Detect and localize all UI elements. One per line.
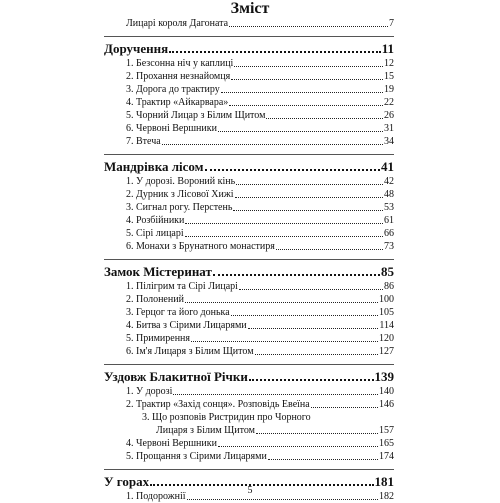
toc-entry[interactable]	[126, 332, 394, 345]
entry-page: 31	[384, 123, 394, 134]
toc-entry-intro[interactable]	[126, 17, 394, 30]
entry-label: 1. У дорозі	[126, 386, 173, 397]
section-page: 41	[381, 159, 394, 174]
leader-dots	[236, 184, 383, 185]
entry-page: 174	[379, 451, 394, 462]
entry-page: 105	[379, 307, 394, 318]
toc-entry[interactable]	[126, 96, 394, 109]
entry-page: 26	[384, 110, 394, 121]
entry-label: Лицарі короля Дагоната	[126, 18, 229, 29]
entry-page: 182	[379, 491, 394, 502]
entry-page: 165	[379, 438, 394, 449]
page-number: 5	[247, 485, 253, 496]
toc-entry[interactable]	[126, 319, 394, 332]
toc-entry[interactable]	[126, 306, 394, 319]
entry-label: 2. Дурник з Лісової Хижі	[126, 189, 234, 200]
entry-label: Лицаря з Білим Щитом	[156, 425, 255, 436]
leader-dots	[229, 26, 388, 27]
leader-dots	[173, 394, 378, 395]
section-page: 181	[374, 474, 394, 489]
entry-page: 120	[379, 333, 394, 344]
section-label: Доручення	[104, 41, 169, 56]
entry-page: 66	[384, 228, 394, 239]
toc-entry[interactable]	[126, 437, 394, 450]
entry-page: 146	[379, 399, 394, 410]
entry-label: 3. Герцог та його донька	[126, 307, 230, 318]
leader-dots	[231, 315, 378, 316]
leader-dots	[218, 131, 383, 132]
entry-label: 2. Трактир «Захід сонця». Розповідь Евеїна	[126, 399, 310, 410]
leader-dots	[191, 341, 378, 342]
toc-entry[interactable]	[126, 70, 394, 83]
entry-page: 42	[384, 176, 394, 187]
toc-entry[interactable]	[126, 175, 394, 188]
entry-label: 2. Полонений	[126, 294, 184, 305]
entry-label: 4. Розбійники	[126, 215, 185, 226]
leader-dots	[229, 105, 383, 106]
leader-dots	[266, 118, 383, 119]
leader-dots	[218, 446, 378, 447]
leader-dots	[235, 197, 383, 198]
toc-entry[interactable]	[126, 135, 394, 148]
entry-label: 3. Сигнал рогу. Перстень	[126, 202, 233, 213]
toc-section[interactable]	[104, 263, 394, 280]
leader-dots	[239, 289, 383, 290]
entry-label: 1. Пілігрим та Сірі Лицарі	[126, 281, 238, 292]
toc-section[interactable]	[104, 158, 394, 175]
toc-entry[interactable]	[126, 227, 394, 240]
page-title: Зміст	[230, 0, 270, 17]
entry-page: 15	[384, 71, 394, 82]
toc-entry[interactable]	[126, 240, 394, 253]
section-label: Уздовж Блакитної Річки	[104, 369, 248, 384]
entry-label: 5. Сірі лицарі	[126, 228, 184, 239]
leader-dots	[249, 379, 374, 381]
entry-page: 157	[379, 425, 394, 436]
toc-entry[interactable]	[126, 385, 394, 398]
entry-page: 7	[389, 18, 394, 29]
leader-dots	[169, 51, 381, 53]
entry-page: 86	[384, 281, 394, 292]
toc-entry[interactable]	[126, 188, 394, 201]
toc-entry[interactable]	[126, 450, 394, 463]
entry-page: 53	[384, 202, 394, 213]
entry-label: 1. У дорозі. Вороний кінь	[126, 176, 236, 187]
toc-entry[interactable]	[126, 293, 394, 306]
leader-dots	[256, 433, 378, 434]
toc-entry[interactable]	[126, 214, 394, 227]
section-divider	[104, 154, 394, 155]
entry-page: 61	[384, 215, 394, 226]
leader-dots	[248, 328, 379, 329]
entry-label: 1. Безсонна ніч у каплиці	[126, 58, 234, 69]
table-of-contents	[104, 17, 394, 503]
toc-entry[interactable]	[126, 109, 394, 122]
entry-page: 73	[384, 241, 394, 252]
leader-dots	[276, 249, 383, 250]
entry-label-line1: 3. Що розповів Ристридин про Чорного	[142, 412, 311, 423]
leader-dots	[221, 92, 383, 93]
leader-dots	[255, 354, 378, 355]
entry-label: 6. Червоні Вершники	[126, 123, 217, 134]
section-divider	[104, 364, 394, 365]
entry-label: 4. Трактир «Айкарвара»	[126, 97, 229, 108]
toc-entry[interactable]	[126, 345, 394, 358]
entry-label: 1. Подорожнії	[126, 491, 186, 502]
toc-entry[interactable]	[126, 57, 394, 70]
toc-section[interactable]	[104, 368, 394, 385]
entry-label: 5. Прощання з Сірими Лицарями	[126, 451, 267, 462]
section-label: Замок Містеринат	[104, 264, 212, 279]
entry-label: 6. Монахи з Брунатного монастиря	[126, 241, 275, 252]
entry-label: 6. Ім'я Лицаря з Білим Щитом	[126, 346, 254, 357]
entry-page: 22	[384, 97, 394, 108]
toc-entry-continuation	[156, 424, 394, 437]
toc-entry[interactable]	[126, 398, 394, 411]
entry-label: 5. Примирення	[126, 333, 190, 344]
section-divider	[104, 36, 394, 37]
toc-entry[interactable]	[126, 83, 394, 96]
entry-page: 34	[384, 136, 394, 147]
entry-label: 4. Червоні Вершники	[126, 438, 217, 449]
section-label: У горах	[104, 474, 150, 489]
toc-entry[interactable]	[126, 201, 394, 214]
section-label: Мандрівка лісом	[104, 159, 204, 174]
section-divider	[104, 259, 394, 260]
leader-dots	[311, 407, 378, 408]
entry-page: 114	[379, 320, 394, 331]
entry-label: 2. Прохання незнайомця	[126, 71, 231, 82]
entry-page: 100	[379, 294, 394, 305]
entry-label: 4. Битва з Сірими Лицарями	[126, 320, 247, 331]
leader-dots	[268, 459, 378, 460]
entry-page: 140	[379, 386, 394, 397]
leader-dots	[162, 144, 383, 145]
leader-dots	[231, 79, 383, 80]
toc-entry[interactable]	[126, 280, 394, 293]
section-page: 11	[381, 41, 394, 56]
section-divider	[104, 469, 394, 470]
leader-dots	[213, 274, 380, 276]
leader-dots	[234, 66, 383, 67]
entry-page: 127	[379, 346, 394, 357]
section-page: 139	[374, 369, 394, 384]
leader-dots	[233, 210, 383, 211]
section-page: 85	[381, 264, 394, 279]
entry-page: 48	[384, 189, 394, 200]
entry-page: 19	[384, 84, 394, 95]
toc-entry[interactable]	[126, 122, 394, 135]
leader-dots	[205, 169, 380, 171]
entry-label: 7. Втеча	[126, 136, 161, 147]
entry-label: 3. Дорога до трактиру	[126, 84, 220, 95]
toc-entry-multiline[interactable]	[126, 411, 394, 437]
toc-section[interactable]	[104, 40, 394, 57]
entry-page: 12	[384, 58, 394, 69]
entry-label: 5. Чорний Лицар з Білим Щитом	[126, 110, 266, 121]
leader-dots	[185, 223, 383, 224]
leader-dots	[185, 302, 378, 303]
leader-dots	[185, 236, 383, 237]
